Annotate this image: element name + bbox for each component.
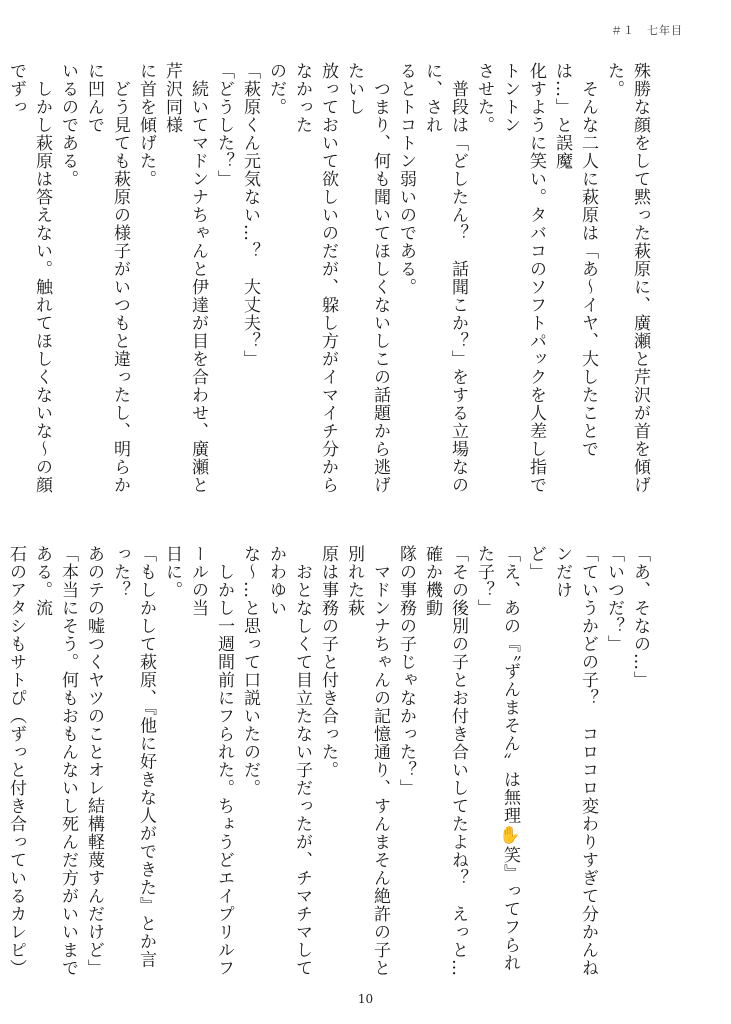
text-line: 「あ、そなの…」 — [630, 545, 650, 689]
text-line: 続いてマドンナちゃんと伊達が目を合わせ、廣瀬と芹沢同様 — [162, 62, 208, 494]
text-line: に首を傾げた。 — [136, 62, 156, 188]
text-line: つまり、何も聞いてほしくないしこの話題から逃げたいし — [344, 62, 390, 494]
text-line: しかし一週間前にフられた。ちょうどエイプリルフールの当 — [188, 545, 234, 977]
text-line: 「ていうかどの子？ コロコロ変わりすぎて分かんねンだけ — [552, 545, 598, 977]
text-line: どう見ても萩原の様子がいつもと違ったし、明らかに凹んで — [84, 62, 130, 494]
text-line: 「いつだ？」 — [604, 545, 624, 653]
text-line: しかし萩原は答えない。触れてほしくないな〜の顔でずっ — [6, 62, 52, 494]
text-line: そんな二人に萩原は「あ〜イヤ、大したことでは…」と誤魔 — [552, 62, 598, 458]
text-line: 日に。 — [162, 545, 182, 599]
text-line: 放っておいて欲しいのだが、躱し方がイマイチ分からなかった — [292, 62, 338, 494]
text-line: な〜…と思って口説いたのだ。 — [240, 545, 260, 797]
text-line: 「どうした？」 — [214, 62, 234, 188]
text-line: 「その後別の子とお付き合いしてたよね？ えっと…確か機動 — [422, 545, 468, 977]
text-line: 原は事務の子と付き合った。 — [318, 545, 338, 779]
text-line: 石のアタシもサトぴ（ずっと付き合っているカレピ） — [6, 545, 26, 977]
text-line: のだ。 — [266, 62, 286, 116]
text-line: させた。 — [474, 62, 494, 134]
text-line: るとトコトン弱いのである。 — [396, 62, 416, 296]
text-line: 「もしかして萩原、『他に好きな人ができた』とか言った？ — [110, 545, 156, 969]
text-line: いるのである。 — [58, 62, 78, 188]
text-line: 「本当にそう。何もおもんないし死んだ方がいいまである。流 — [32, 545, 78, 977]
text-block-top — [6, 62, 653, 502]
text-line: 殊勝な顔をして黙った萩原に、廣瀬と芹沢が首を傾げた。 — [604, 62, 650, 494]
text-line: あのテの嘘つくヤツのことオレ結構軽蔑すんだけど」 — [84, 545, 104, 977]
text-line: 「萩原くん元気ない…？ 大丈夫？」 — [240, 62, 260, 368]
text-line: 化すように笑い。タバコのソフトパックを人差し指でトントン — [500, 62, 546, 494]
text-line: 隊の事務の子じゃなかった？」 — [396, 545, 416, 797]
text-line: マドンナちゃんの記憶通り、すんまそん絶許の子と別れた萩 — [344, 545, 390, 977]
text-line: ど」 — [526, 545, 546, 581]
text-block-bottom — [6, 545, 653, 985]
text-line — [0, 62, 3, 502]
chapter-header: ＃１ 七年目 — [611, 24, 683, 37]
text-line: 「え、あの『〝ずんまそん〟は無理✋笑』ってフられた子？」 — [474, 545, 520, 973]
page-number: 10 — [357, 992, 374, 1006]
text-line: 普段は「どしたん？ 話聞こか？」をする立場なのに、され — [422, 62, 468, 494]
text-line: おとなしくて目立たない子だったが、チマチマしてかわゆい — [266, 545, 312, 977]
